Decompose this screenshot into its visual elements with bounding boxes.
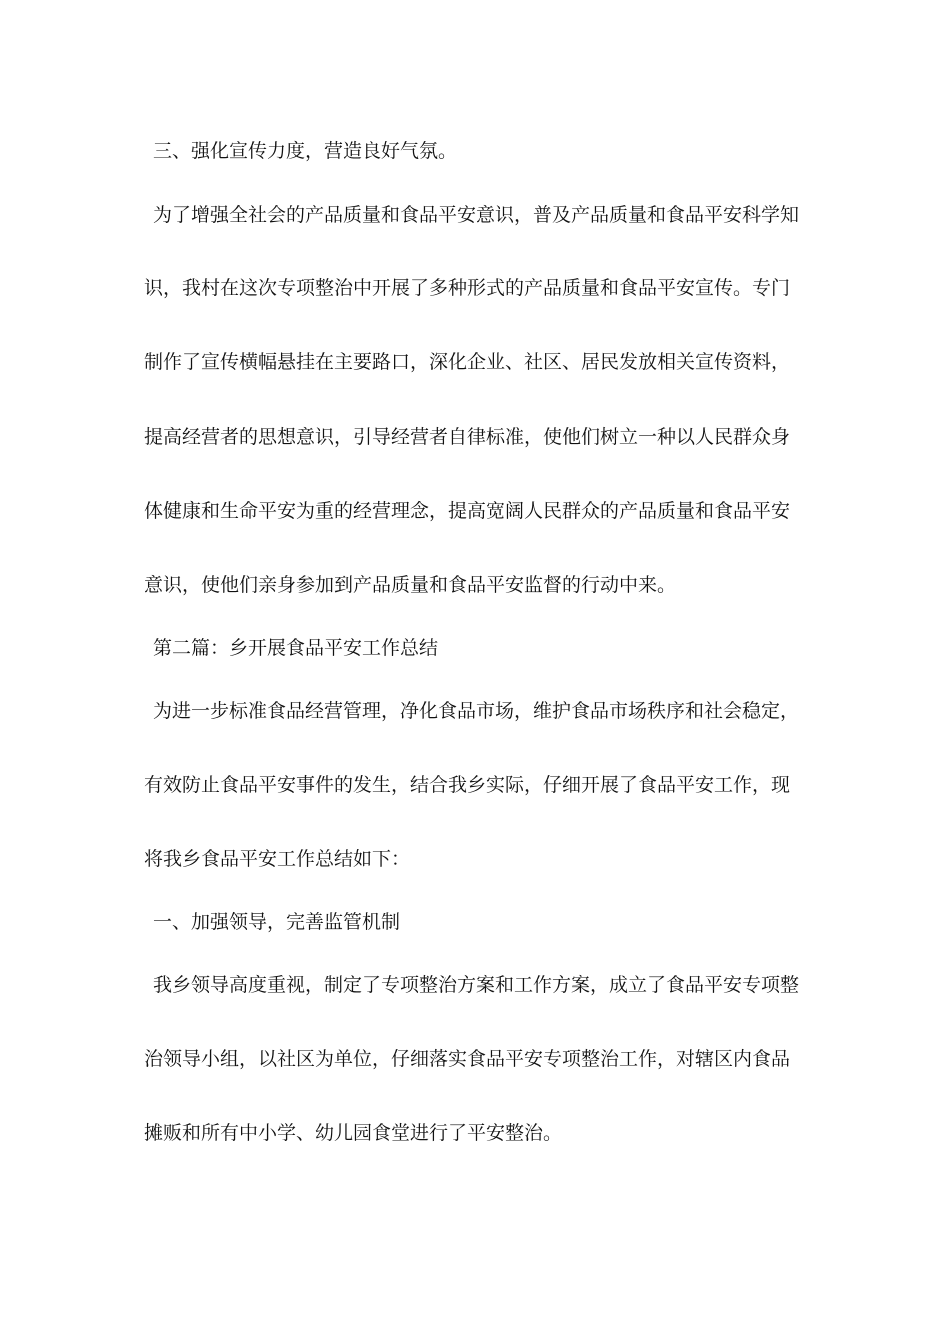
paragraph-line: 为了增强全社会的产品质量和食品平安意识，普及产品质量和食品平安科学知 — [153, 204, 800, 226]
paragraph-line: 有效防止食品平安事件的发生，结合我乡实际，仔细开展了食品平安工作，现 — [144, 774, 791, 796]
chapter-title: 第二篇：乡开展食品平安工作总结 — [153, 637, 439, 659]
section-heading-3: 三、强化宣传力度，营造良好气氛。 — [153, 140, 458, 162]
section-heading-1: 一、加强领导，完善监管机制 — [153, 911, 401, 933]
paragraph-line: 制作了宣传横幅悬挂在主要路口，深化企业、社区、居民发放相关宣传资料， — [144, 351, 791, 373]
paragraph-line: 治领导小组，以社区为单位，仔细落实食品平安专项整治工作，对辖区内食品 — [144, 1048, 791, 1070]
paragraph-line: 意识，使他们亲身参加到产品质量和食品平安监督的行动中来。 — [144, 574, 677, 596]
paragraph-line: 识，我村在这次专项整治中开展了多种形式的产品质量和食品平安宣传。专门 — [144, 277, 791, 299]
paragraph-line: 摊贩和所有中小学、幼儿园食堂进行了平安整治。 — [144, 1122, 563, 1144]
paragraph-line: 体健康和生命平安为重的经营理念，提高宽阔人民群众的产品质量和食品平安 — [144, 500, 791, 522]
paragraph-line: 为进一步标准食品经营管理，净化食品市场，维护食品市场秩序和社会稳定， — [153, 700, 800, 722]
paragraph-line: 将我乡食品平安工作总结如下： — [144, 848, 411, 870]
paragraph-line: 提高经营者的思想意识，引导经营者自律标准，使他们树立一种以人民群众身 — [144, 426, 791, 448]
paragraph-line: 我乡领导高度重视，制定了专项整治方案和工作方案，成立了食品平安专项整 — [153, 974, 800, 996]
